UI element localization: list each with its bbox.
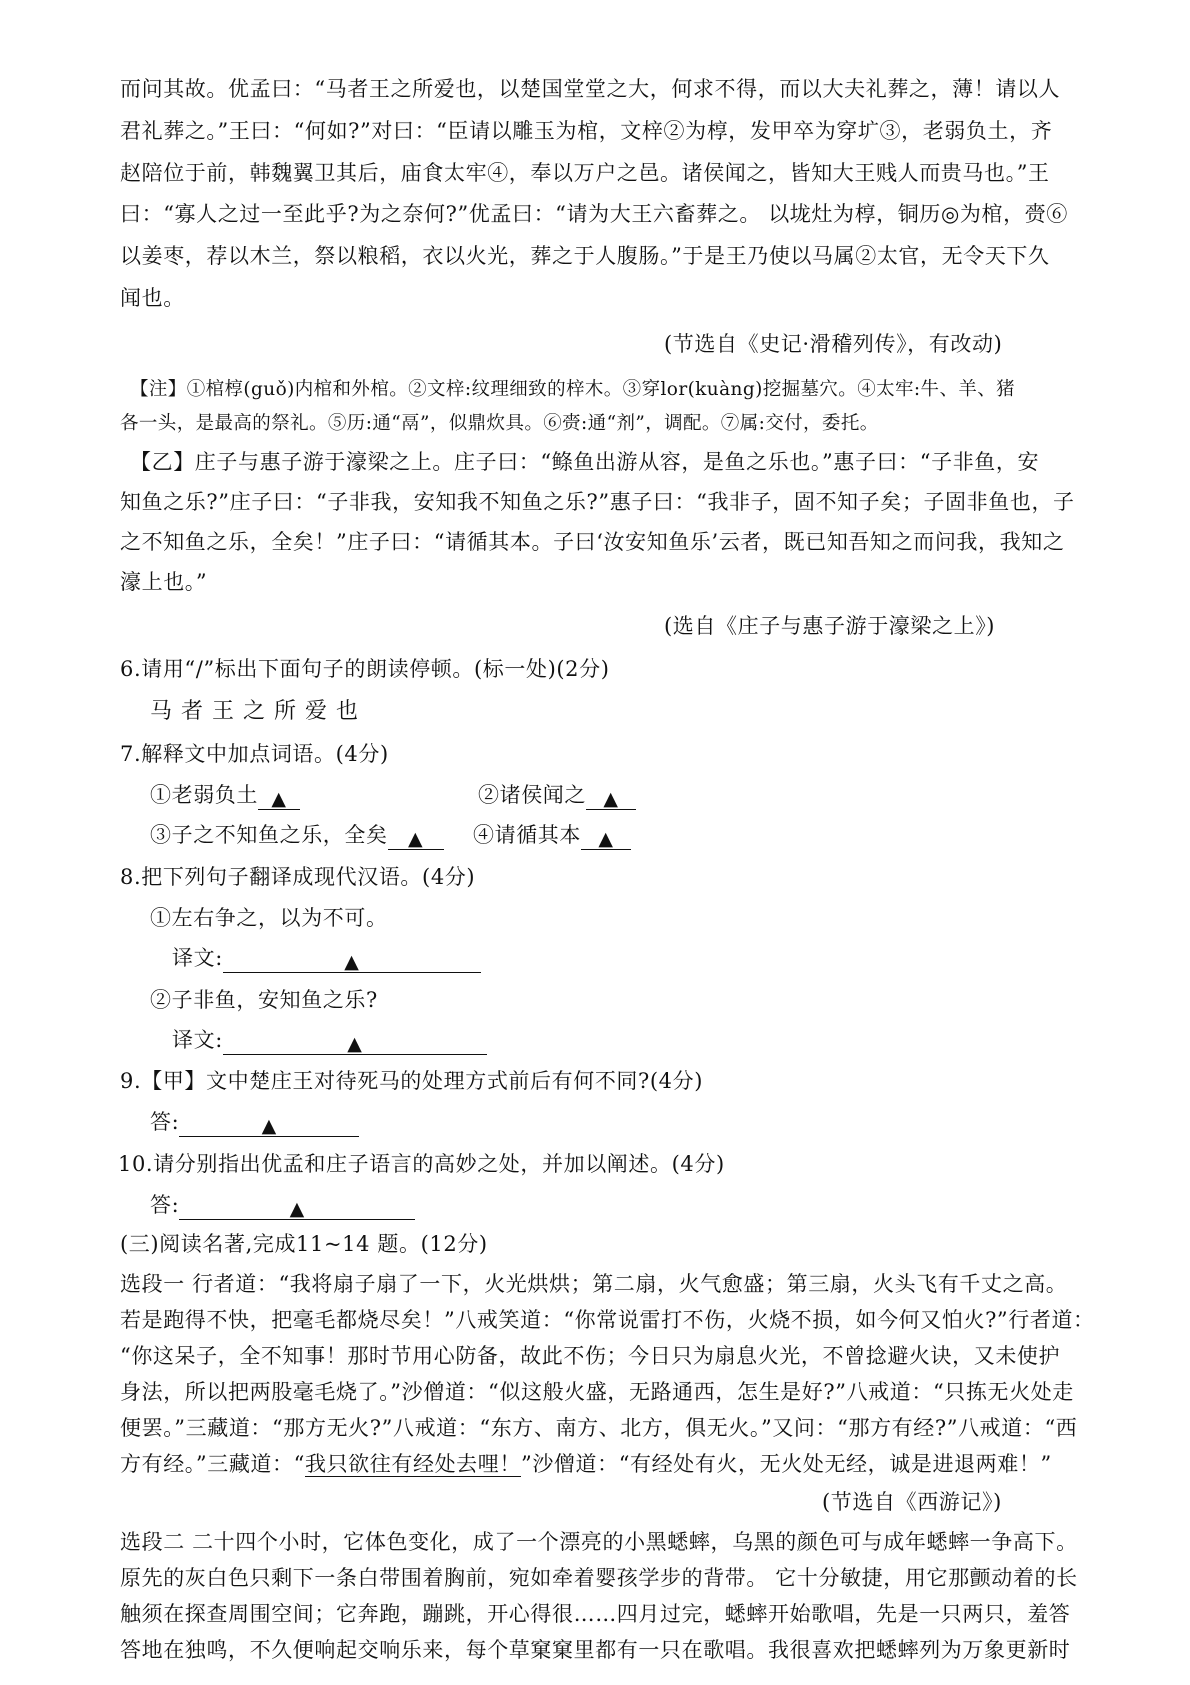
q6-sentence: 马者王之所爱也 xyxy=(150,699,368,724)
kunchong-line: 答地在独鸣，不久便响起交响乐来，每个草窠窠里都有一只在歌唱。我很喜欢把蟋蟀列为万象更新时 xyxy=(120,1638,1071,1662)
question-6: 6.请用“/”标出下面句子的朗读停顿。(标一处)(2分) xyxy=(120,657,610,681)
q7-item-label: ④请循其本 xyxy=(473,823,581,847)
passage-yi-line: 之不知鱼之乐，全矣！”庄子曰：“请循其本。子曰‘汝安知鱼乐’云者，既已知吾知之而问我，我知之 xyxy=(120,530,1065,554)
xiyou-line: 若是跑得不快，把毫毛都烧尽矣！”八戒笑道：“你常说雷打不伤，火烧不损，如今何又怕火?”行者道： xyxy=(120,1308,1095,1332)
answer-blank[interactable] xyxy=(179,1193,415,1220)
source-citation: (节选自《西游记》) xyxy=(822,1490,1002,1514)
notes-line: 【注】①棺椁(guǒ)内棺和外棺。②文梓:纹理细致的梓木。③穿lor(kuàng)挖掘墓穴。④太牢:牛、羊、猪 xyxy=(130,379,1016,400)
answer-blank[interactable] xyxy=(223,946,481,973)
answer-blank[interactable] xyxy=(586,783,636,810)
q10-answer xyxy=(150,1190,415,1220)
passage-yi-line: 【乙】庄子与惠子游于濠梁之上。庄子曰：“鲦鱼出游从容，是鱼之乐也。”惠子曰：“子非鱼，安 xyxy=(130,450,1040,474)
xiyou-text: ”沙僧道：“有经处有火，无火处无经，诚是进退两难！” xyxy=(520,1452,1052,1476)
triangle-icon: ▲ xyxy=(603,788,619,810)
translation-label: 译文: xyxy=(172,946,223,970)
kunchong-line: 触须在探查周围空间；它奔跑，蹦跳，开心得很……四月过完，蟋蟀开始歌唱，先是一只两只，羞答 xyxy=(120,1602,1071,1626)
passage-yi-line: 知鱼之乐?”庄子曰：“子非我，安知我不知鱼之乐?”惠子曰：“我非子，固不知子矣；子固非鱼也，子 xyxy=(120,490,1075,514)
answer-blank[interactable] xyxy=(258,783,300,810)
q7-item-label: ①老弱负土 xyxy=(150,783,258,807)
q7-item xyxy=(478,780,636,810)
source-citation: (节选自《史记·滑稽列传》，有改动) xyxy=(664,332,1003,356)
xiyou-line: 身法，所以把两股毫毛烧了。”沙僧道：“似这般火盛，无路通西，怎生是好?”八戒道：“只拣无火处走 xyxy=(120,1380,1074,1404)
question-9: 9.【甲】文中楚庄王对待死马的处理方式前后有何不同?(4分) xyxy=(120,1069,704,1093)
q8-sentence-2: ②子非鱼，安知鱼之乐? xyxy=(150,988,378,1012)
q7-item xyxy=(150,780,300,810)
q9-answer xyxy=(150,1107,359,1137)
passage-jia-line: 闻也。 xyxy=(120,286,185,310)
triangle-icon: ▲ xyxy=(344,951,360,973)
answer-label: 答: xyxy=(150,1110,180,1134)
passage-jia-line: 曰：“寡人之过一至此乎?为之奈何?”优孟曰：“请为大王六畜葬之。 以垅灶为椁，铜历◎为棺，赍⑥ xyxy=(120,202,1068,226)
q7-item xyxy=(473,820,631,850)
xiyou-line xyxy=(120,1449,1052,1479)
kunchong-line: 选段二 二十四个小时，它体色变化，成了一个漂亮的小黑蟋蟀，乌黑的颜色可与成年蟋蟀一争高下。 xyxy=(120,1530,1078,1554)
q8-sentence-1: ①左右争之，以为不可。 xyxy=(150,906,388,930)
triangle-icon: ▲ xyxy=(271,788,287,810)
answer-blank[interactable] xyxy=(388,823,444,850)
passage-jia-line: 而问其故。优孟曰：“马者王之所爱也，以楚国堂堂之大，何求不得，而以大夫礼葬之，薄！请以人 xyxy=(120,77,1061,101)
translation-label: 译文: xyxy=(172,1028,223,1052)
answer-blank[interactable] xyxy=(179,1110,359,1137)
answer-blank[interactable] xyxy=(223,1028,487,1055)
triangle-icon: ▲ xyxy=(598,828,614,850)
xiyou-line: 选段一 行者道：“我将扇子扇了一下，火光烘烘；第二扇，火气愈盛；第三扇，火头飞有千丈之高。 xyxy=(120,1272,1068,1296)
passage-yi-line: 濠上也。” xyxy=(120,570,208,594)
q8-translation-2 xyxy=(172,1025,487,1055)
triangle-icon: ▲ xyxy=(289,1198,305,1220)
section-3-title: (三)阅读名著,完成11~14 题。(12分) xyxy=(120,1232,488,1256)
passage-jia-line: 赵陪位于前，韩魏翼卫其后，庙食太牢④，奉以万户之邑。诸侯闻之，皆知大王贱人而贵马也。”王 xyxy=(120,161,1050,185)
answer-blank[interactable] xyxy=(581,823,631,850)
triangle-icon: ▲ xyxy=(347,1033,363,1055)
question-10: 10.请分别指出优孟和庄子语言的高妙之处，并加以阐述。(4分) xyxy=(118,1152,725,1176)
q7-item xyxy=(150,820,444,850)
triangle-icon: ▲ xyxy=(408,828,424,850)
q7-item-label: ③子之不知鱼之乐，全矣 xyxy=(150,823,388,847)
source-citation: (选自《庄子与惠子游于濠梁之上》) xyxy=(664,614,996,638)
underlined-sentence: 我只欲往有经处去哩！ xyxy=(304,1452,521,1476)
triangle-icon: ▲ xyxy=(261,1115,277,1137)
question-7: 7.解释文中加点词语。(4分) xyxy=(120,742,389,766)
question-8: 8.把下列句子翻译成现代汉语。(4分) xyxy=(120,865,476,889)
notes-line: 各一头，是最高的祭礼。⑤历:通“鬲”，似鼎炊具。⑥赍:通“剂”，调配。⑦属:交付，委托。 xyxy=(120,413,879,434)
xiyou-text: 方有经。”三藏道：“ xyxy=(120,1452,305,1476)
xiyou-line: 便罢。”三藏道：“那方无火?”八戒道：“东方、南方、北方，俱无火。”又问：“那方有经?”八戒道：“西 xyxy=(120,1416,1078,1440)
q7-item-label: ②诸侯闻之 xyxy=(478,783,586,807)
passage-jia-line: 以姜枣，荐以木兰，祭以粮稻，衣以火光，葬之于人腹肠。”于是王乃使以马属②太官，无令天下久 xyxy=(120,244,1050,268)
passage-jia-line: 君礼葬之。”王曰：“何如?”对曰：“臣请以雕玉为棺，文梓②为椁，发甲卒为穿圹③，老弱负土，齐 xyxy=(120,119,1053,143)
q8-translation-1 xyxy=(172,943,481,973)
answer-label: 答: xyxy=(150,1193,180,1217)
kunchong-line: 原先的灰白色只剩下一条白带围着胸前，宛如牵着婴孩学步的背带。 它十分敏捷，用它那颤动着的长 xyxy=(120,1566,1078,1590)
xiyou-line: “你这呆子，全不知事！那时节用心防备，故此不伤；今日只为扇息火光，不曾捻避火诀，又未使护 xyxy=(120,1344,1061,1368)
